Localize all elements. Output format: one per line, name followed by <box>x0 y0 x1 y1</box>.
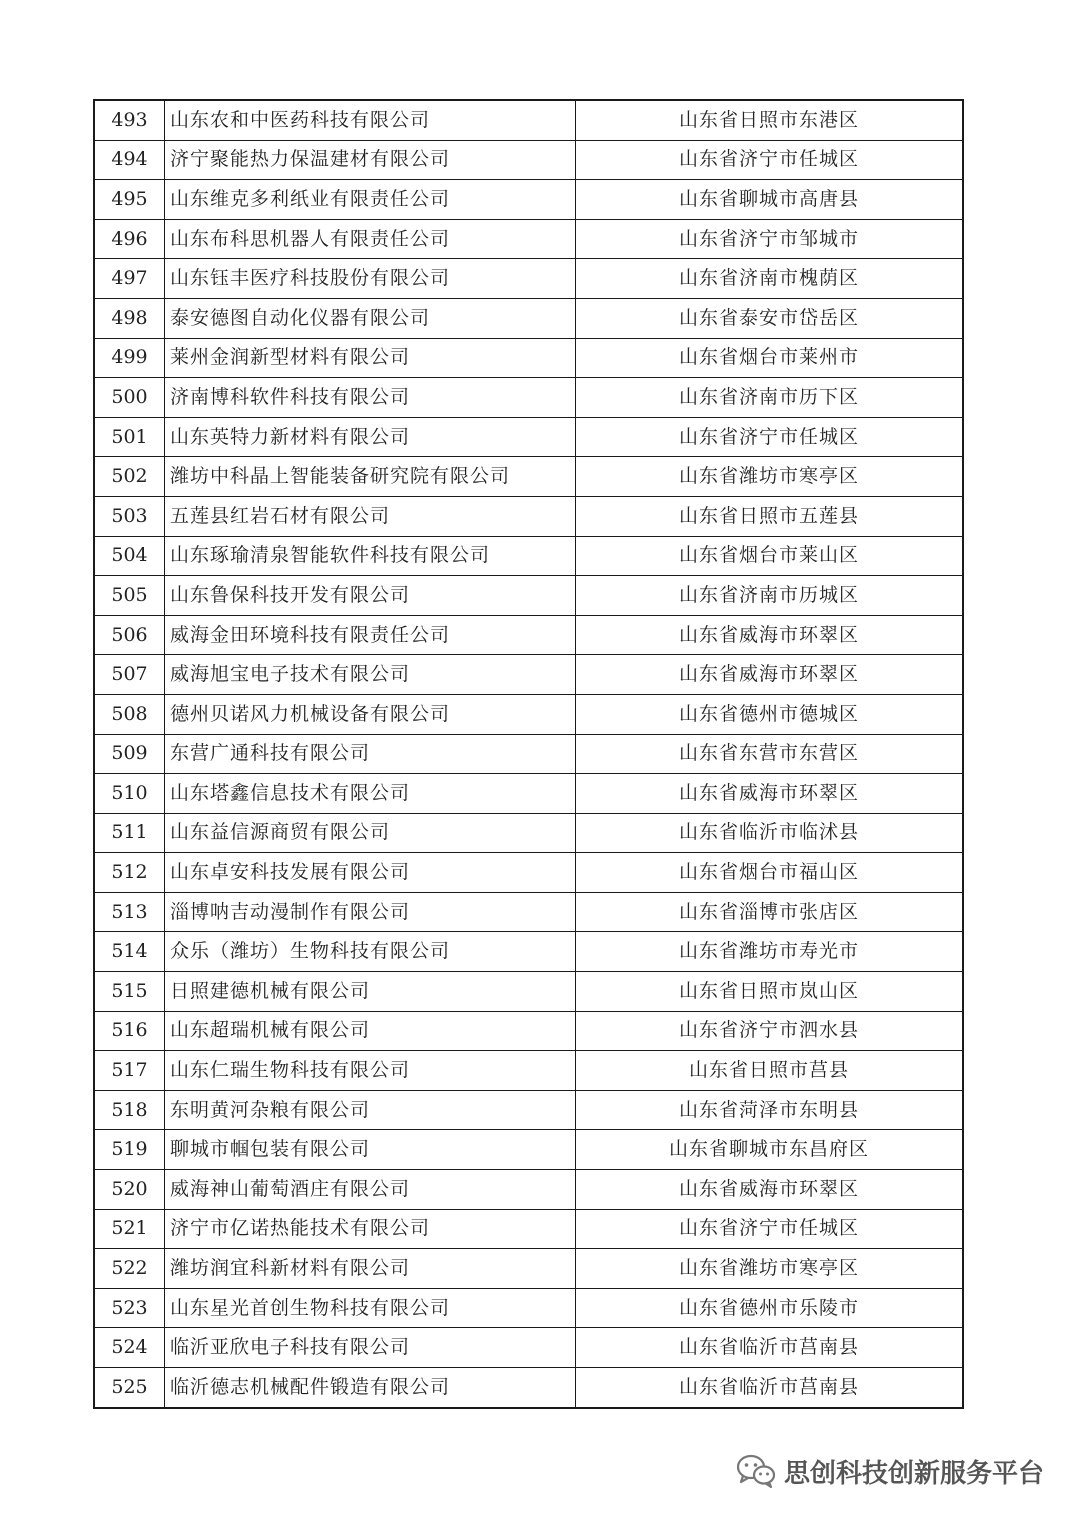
table-row <box>94 496 963 536</box>
company-name: 威海旭宝电子技术有限公司 <box>165 655 576 695</box>
company-region: 山东省泰安市岱岳区 <box>576 298 964 338</box>
company-name: 莱州金润新型材料有限公司 <box>165 338 576 378</box>
company-region: 山东省潍坊市寒亭区 <box>576 457 964 497</box>
table-row <box>94 1328 963 1368</box>
company-region: 山东省潍坊市寿光市 <box>576 932 964 972</box>
company-name: 山东农和中医药科技有限公司 <box>165 100 576 140</box>
company-name: 德州贝诺风力机械设备有限公司 <box>165 694 576 734</box>
company-name: 日照建德机械有限公司 <box>165 972 576 1012</box>
row-number: 515 <box>94 972 165 1012</box>
company-region: 山东省济宁市任城区 <box>576 140 964 180</box>
table-row <box>94 774 963 814</box>
company-name: 东营广通科技有限公司 <box>165 734 576 774</box>
row-number: 505 <box>94 576 165 616</box>
company-region: 山东省潍坊市寒亭区 <box>576 1249 964 1289</box>
company-name: 山东维克多利纸业有限责任公司 <box>165 180 576 220</box>
table-row <box>94 576 963 616</box>
company-name: 众乐（潍坊）生物科技有限公司 <box>165 932 576 972</box>
table-row <box>94 536 963 576</box>
row-number: 525 <box>94 1368 165 1408</box>
table-row <box>94 378 963 418</box>
company-name: 威海神山葡萄酒庄有限公司 <box>165 1170 576 1210</box>
table-row <box>94 1090 963 1130</box>
table-row <box>94 298 963 338</box>
company-region: 山东省临沂市莒南县 <box>576 1328 964 1368</box>
table-row <box>94 457 963 497</box>
watermark <box>736 1447 1044 1495</box>
company-region: 山东省淄博市张店区 <box>576 892 964 932</box>
row-number: 494 <box>94 140 165 180</box>
company-region: 山东省临沂市莒南县 <box>576 1368 964 1408</box>
company-name: 淄博呐吉动漫制作有限公司 <box>165 892 576 932</box>
company-name: 山东布科思机器人有限责任公司 <box>165 219 576 259</box>
company-region: 山东省日照市东港区 <box>576 100 964 140</box>
row-number: 512 <box>94 853 165 893</box>
row-number: 498 <box>94 298 165 338</box>
company-name: 山东卓安科技发展有限公司 <box>165 853 576 893</box>
company-region: 山东省德州市乐陵市 <box>576 1288 964 1328</box>
company-region: 山东省济南市历下区 <box>576 378 964 418</box>
company-name: 东明黄河杂粮有限公司 <box>165 1090 576 1130</box>
company-name: 临沂亚欣电子科技有限公司 <box>165 1328 576 1368</box>
company-name: 山东仁瑞生物科技有限公司 <box>165 1051 576 1091</box>
row-number: 508 <box>94 694 165 734</box>
company-name: 山东塔鑫信息技术有限公司 <box>165 774 576 814</box>
company-name: 临沂德志机械配件锻造有限公司 <box>165 1368 576 1408</box>
row-number: 504 <box>94 536 165 576</box>
company-name: 聊城市帼包装有限公司 <box>165 1130 576 1170</box>
table-body <box>94 100 963 1408</box>
row-number: 503 <box>94 496 165 536</box>
table-row <box>94 1051 963 1091</box>
row-number: 493 <box>94 100 165 140</box>
table-row <box>94 1209 963 1249</box>
wechat-icon <box>736 1453 776 1489</box>
company-region: 山东省威海市环翠区 <box>576 1170 964 1210</box>
table-row <box>94 1170 963 1210</box>
row-number: 506 <box>94 615 165 655</box>
row-number: 518 <box>94 1090 165 1130</box>
company-name: 山东超瑞机械有限公司 <box>165 1011 576 1051</box>
table-row <box>94 417 963 457</box>
row-number: 523 <box>94 1288 165 1328</box>
company-region: 山东省烟台市莱山区 <box>576 536 964 576</box>
row-number: 520 <box>94 1170 165 1210</box>
company-name: 山东钰丰医疗科技股份有限公司 <box>165 259 576 299</box>
company-name: 山东鲁保科技开发有限公司 <box>165 576 576 616</box>
row-number: 497 <box>94 259 165 299</box>
table-row <box>94 813 963 853</box>
company-region: 山东省济宁市任城区 <box>576 1209 964 1249</box>
table-row <box>94 1130 963 1170</box>
company-name: 济宁聚能热力保温建材有限公司 <box>165 140 576 180</box>
row-number: 499 <box>94 338 165 378</box>
watermark-text: 思创科技创新服务平台 <box>783 1458 1044 1489</box>
company-region: 山东省济南市历城区 <box>576 576 964 616</box>
table-row <box>94 694 963 734</box>
row-number: 511 <box>94 813 165 853</box>
table-row <box>94 972 963 1012</box>
row-number: 514 <box>94 932 165 972</box>
row-number: 521 <box>94 1209 165 1249</box>
table-row <box>94 140 963 180</box>
table-row <box>94 1368 963 1408</box>
row-number: 501 <box>94 417 165 457</box>
company-region: 山东省日照市岚山区 <box>576 972 964 1012</box>
table-row <box>94 338 963 378</box>
company-name: 山东益信源商贸有限公司 <box>165 813 576 853</box>
company-name: 潍坊润宜科新材料有限公司 <box>165 1249 576 1289</box>
table-row <box>94 1249 963 1289</box>
company-name: 五莲县红岩石材有限公司 <box>165 496 576 536</box>
row-number: 495 <box>94 180 165 220</box>
company-region: 山东省日照市五莲县 <box>576 496 964 536</box>
row-number: 517 <box>94 1051 165 1091</box>
table-row <box>94 100 963 140</box>
table-row <box>94 734 963 774</box>
company-name: 山东星光首创生物科技有限公司 <box>165 1288 576 1328</box>
company-list-table <box>93 99 964 1409</box>
row-number: 509 <box>94 734 165 774</box>
company-region: 山东省威海市环翠区 <box>576 655 964 695</box>
company-region: 山东省烟台市福山区 <box>576 853 964 893</box>
company-name: 山东琢瑜清泉智能软件科技有限公司 <box>165 536 576 576</box>
company-region: 山东省烟台市莱州市 <box>576 338 964 378</box>
company-region: 山东省济宁市任城区 <box>576 417 964 457</box>
company-region: 山东省临沂市临沭县 <box>576 813 964 853</box>
company-region: 山东省济宁市泗水县 <box>576 1011 964 1051</box>
company-region: 山东省德州市德城区 <box>576 694 964 734</box>
company-name: 济南博科软件科技有限公司 <box>165 378 576 418</box>
company-region: 山东省济南市槐荫区 <box>576 259 964 299</box>
table-row <box>94 853 963 893</box>
row-number: 500 <box>94 378 165 418</box>
table-row <box>94 259 963 299</box>
row-number: 510 <box>94 774 165 814</box>
company-region: 山东省东营市东营区 <box>576 734 964 774</box>
company-region: 山东省菏泽市东明县 <box>576 1090 964 1130</box>
row-number: 524 <box>94 1328 165 1368</box>
company-region: 山东省威海市环翠区 <box>576 774 964 814</box>
row-number: 496 <box>94 219 165 259</box>
table-row <box>94 615 963 655</box>
row-number: 507 <box>94 655 165 695</box>
table-row <box>94 1011 963 1051</box>
row-number: 519 <box>94 1130 165 1170</box>
company-region: 山东省聊城市东昌府区 <box>576 1130 964 1170</box>
company-name: 泰安德图自动化仪器有限公司 <box>165 298 576 338</box>
row-number: 516 <box>94 1011 165 1051</box>
row-number: 522 <box>94 1249 165 1289</box>
row-number: 513 <box>94 892 165 932</box>
table-row <box>94 892 963 932</box>
company-region: 山东省日照市莒县 <box>576 1051 964 1091</box>
table-row <box>94 655 963 695</box>
row-number: 502 <box>94 457 165 497</box>
table-row <box>94 180 963 220</box>
table-row <box>94 1288 963 1328</box>
table-row <box>94 219 963 259</box>
company-region: 山东省济宁市邹城市 <box>576 219 964 259</box>
company-region: 山东省聊城市高唐县 <box>576 180 964 220</box>
company-name: 威海金田环境科技有限责任公司 <box>165 615 576 655</box>
company-region: 山东省威海市环翠区 <box>576 615 964 655</box>
company-name: 潍坊中科晶上智能装备研究院有限公司 <box>165 457 576 497</box>
company-name: 济宁市亿诺热能技术有限公司 <box>165 1209 576 1249</box>
company-name: 山东英特力新材料有限公司 <box>165 417 576 457</box>
table-row <box>94 932 963 972</box>
